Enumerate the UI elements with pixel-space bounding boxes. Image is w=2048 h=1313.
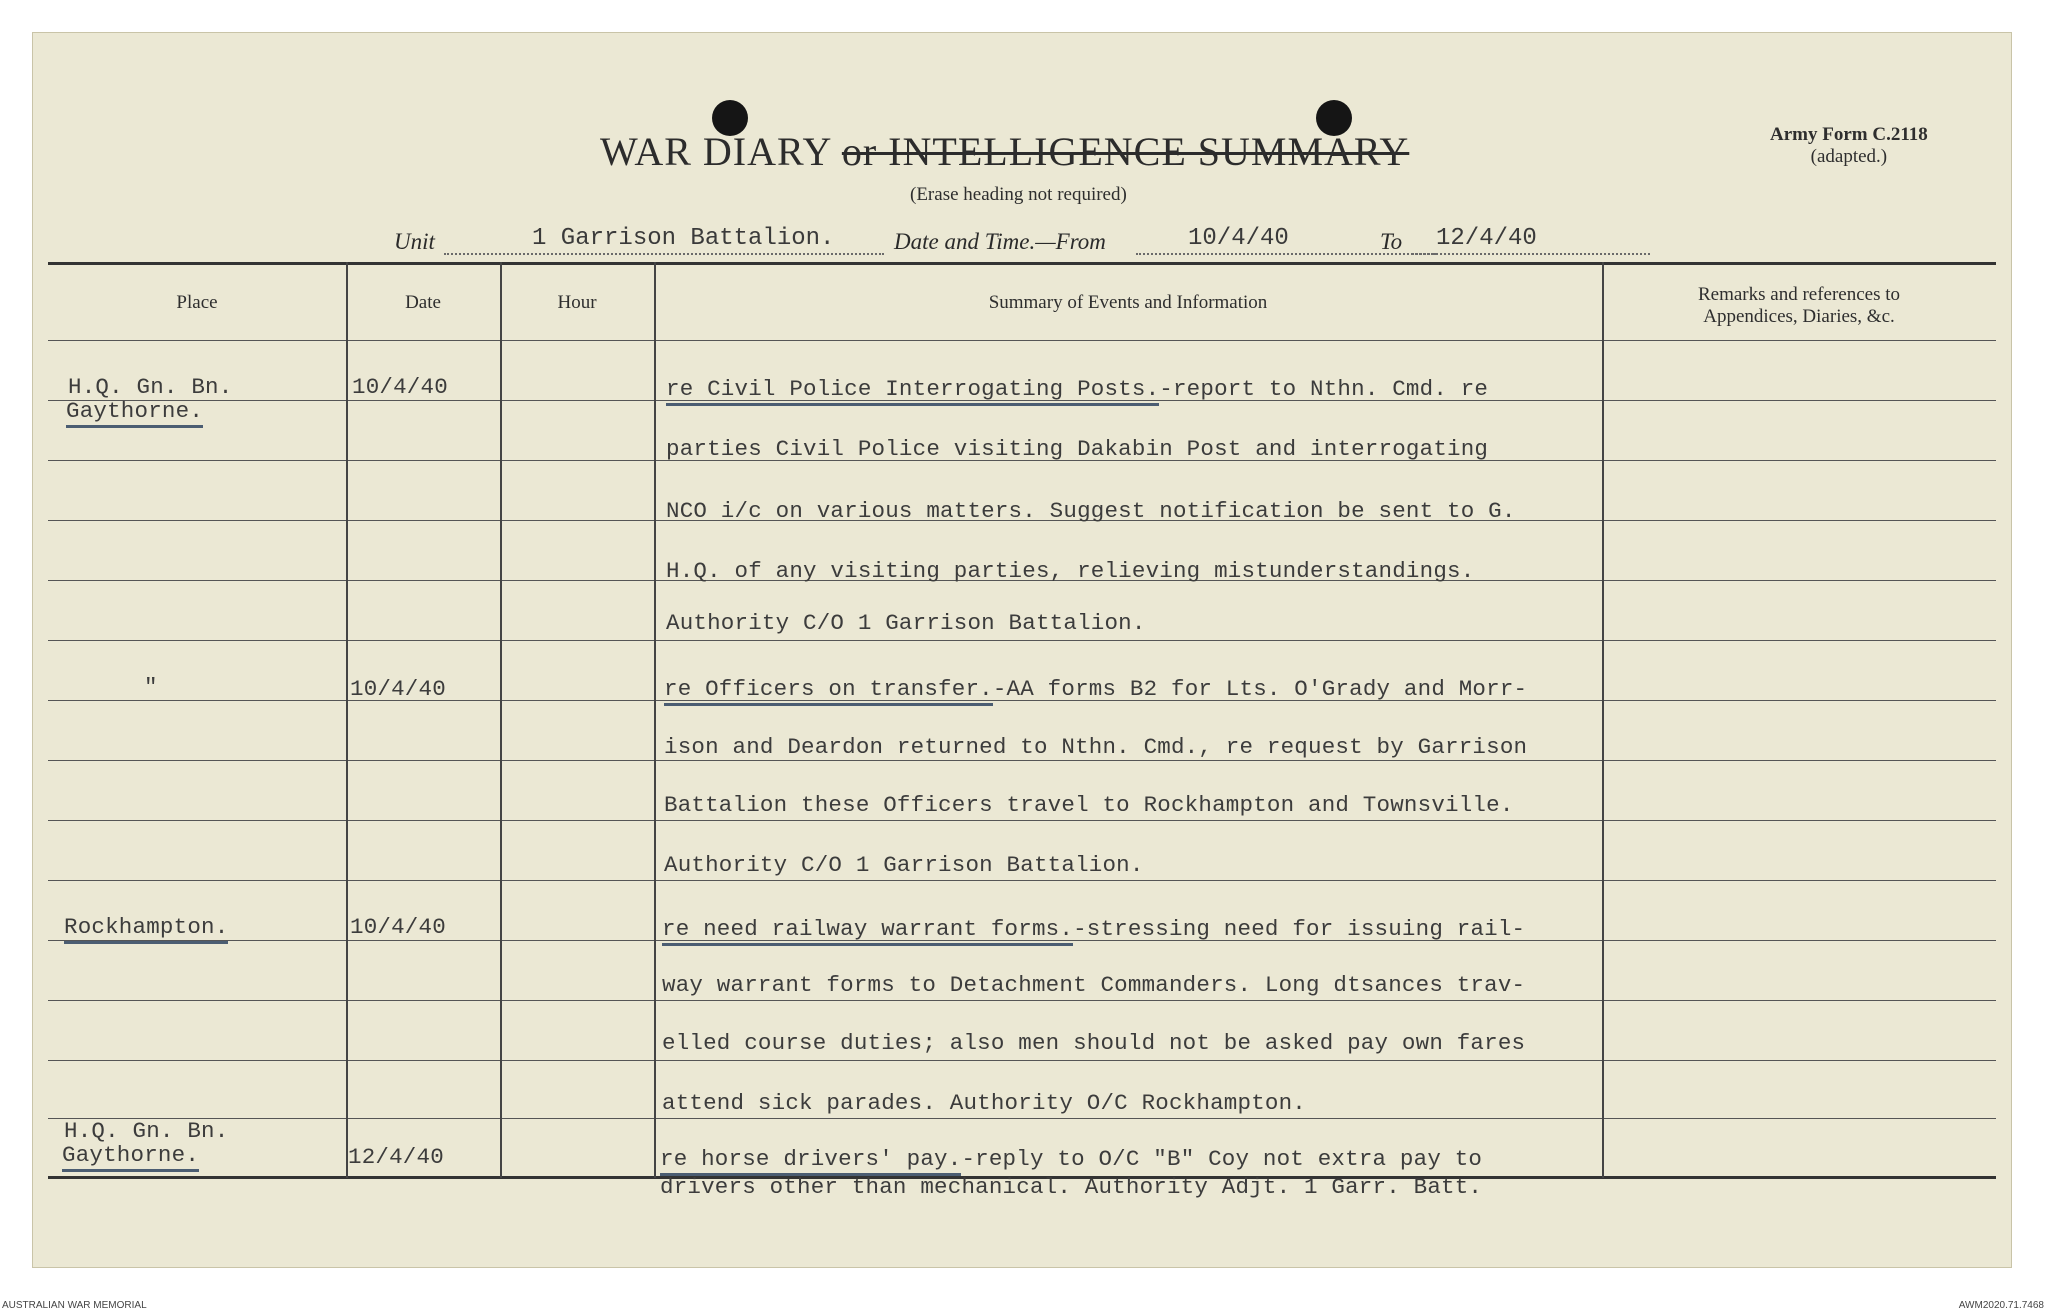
entry-place-underlined: Gaythorne. <box>66 398 203 428</box>
row-rule <box>48 1000 1996 1001</box>
col-rule-place-date <box>346 262 348 1178</box>
entry-summary-text: -report to Nthn. Cmd. re <box>1159 376 1489 402</box>
entry-subject: re Civil Police Interrogating Posts. <box>666 376 1159 406</box>
entry-place-line <box>64 914 228 940</box>
entry-place-underlined: Gaythorne. <box>62 1142 199 1172</box>
entry-date: 10/4/40 <box>350 914 446 940</box>
entry-summary-text: -stressing need for issuing rail- <box>1073 916 1526 942</box>
entry-summary-line: NCO i/c on various matters. Suggest notification be sent to G. <box>666 498 1516 524</box>
erase-note: (Erase heading not required) <box>910 184 1127 205</box>
col-rule-date-hour <box>500 262 502 1178</box>
col-header-place: Place <box>176 292 218 313</box>
title-main: WAR DIARY <box>600 129 831 174</box>
entry-date: 12/4/40 <box>348 1144 444 1170</box>
to-dotted-rule <box>1412 253 1650 255</box>
unit-label: Unit <box>394 229 435 254</box>
entry-summary-first-line <box>662 916 1525 942</box>
remarks-header-line1: Remarks and references to <box>1697 284 1901 305</box>
army-form-number: Army Form C.2118 <box>1770 124 1928 145</box>
col-rule-hour-summary <box>654 262 656 1178</box>
entry-place-2 <box>66 398 203 424</box>
entry-summary-line: way warrant forms to Detachment Commanders. Long dtsances trav- <box>662 972 1526 998</box>
row-rule <box>48 1118 1996 1119</box>
to-label: To <box>1380 229 1403 254</box>
entry-place-underlined: Rockhampton. <box>64 914 228 944</box>
to-value: 12/4/40 <box>1436 225 1537 252</box>
entry-date: 10/4/40 <box>352 374 448 400</box>
unit-value: 1 Garrison Battalion. <box>532 225 835 252</box>
archive-credit: AUSTRALIAN WAR MEMORIAL <box>2 1300 147 1311</box>
from-value: 10/4/40 <box>1188 225 1289 252</box>
remarks-header-line2: Appendices, Diaries, &c. <box>1703 306 1895 327</box>
entry-summary-line: attend sick parades. Authority O/C Rockhampton. <box>662 1090 1307 1116</box>
entry-place: H.Q. Gn. Bn. <box>64 1118 229 1144</box>
unit-dotted-rule <box>444 253 884 255</box>
col-header-hour: Hour <box>557 292 597 313</box>
entry-summary-line: parties Civil Police visiting Dakabin Post and interrogating <box>666 436 1489 462</box>
row-rule <box>48 640 1996 641</box>
entry-summary-line: drivers other than mechanical. Authority Adjt. 1 Garr. Batt. <box>660 1174 1483 1200</box>
date-label: Date and Time.—From <box>894 229 1106 254</box>
form-title <box>600 128 1409 175</box>
col-header-date: Date <box>405 292 441 313</box>
entry-subject: re Officers on transfer. <box>664 676 993 706</box>
unit-date-line <box>394 225 1650 257</box>
entry-place: H.Q. Gn. Bn. <box>68 374 233 400</box>
entry-summary-line: Battalion these Officers travel to Rockhampton and Townsville. <box>664 792 1514 818</box>
diary-table <box>48 262 1996 1200</box>
entry-summary-text: -AA forms B2 for Lts. O'Grady and Morr- <box>992 676 1528 702</box>
table-top-rule <box>48 262 1996 265</box>
entry-summary-line: elled course duties; also men should not be asked pay own fares <box>662 1030 1526 1056</box>
entry-subject: re horse drivers' pay. <box>660 1146 961 1176</box>
entry-summary-first-line <box>660 1146 1482 1172</box>
entry-subject: re need railway warrant forms. <box>662 916 1073 946</box>
entry-summary-line: Authority C/O 1 Garrison Battalion. <box>666 610 1146 636</box>
row-rule <box>48 880 1996 881</box>
archive-reference: AWM2020.71.7468 <box>1958 1300 2044 1311</box>
entry-summary-line: H.Q. of any visiting parties, relieving mistunderstandings. <box>666 558 1475 584</box>
army-form-adapted: (adapted.) <box>1810 146 1888 167</box>
entry-summary-first-line <box>666 376 1488 402</box>
entry-summary-line: Authority C/O 1 Garrison Battalion. <box>664 852 1144 878</box>
col-rule-summary-remarks <box>1602 262 1604 1178</box>
col-header-remarks <box>1602 284 1996 328</box>
row-rule <box>48 760 1996 761</box>
entry-summary-line: ison and Deardon returned to Nthn. Cmd., re request by Garrison <box>664 734 1528 760</box>
entry-summary-text: -reply to O/C "B" Coy not extra pay to <box>961 1146 1483 1172</box>
header-rule <box>48 340 1996 341</box>
row-rule <box>48 820 1996 821</box>
entry-place-2 <box>62 1142 199 1168</box>
entry-summary-first-line <box>664 676 1527 702</box>
row-rule <box>48 1060 1996 1061</box>
title-struck-through: or INTELLIGENCE SUMMARY <box>841 129 1410 174</box>
entry-place-ditto: " <box>144 674 158 700</box>
entry-date: 10/4/40 <box>350 676 446 702</box>
col-header-summary: Summary of Events and Information <box>988 292 1268 313</box>
army-form-label <box>1770 124 1928 168</box>
